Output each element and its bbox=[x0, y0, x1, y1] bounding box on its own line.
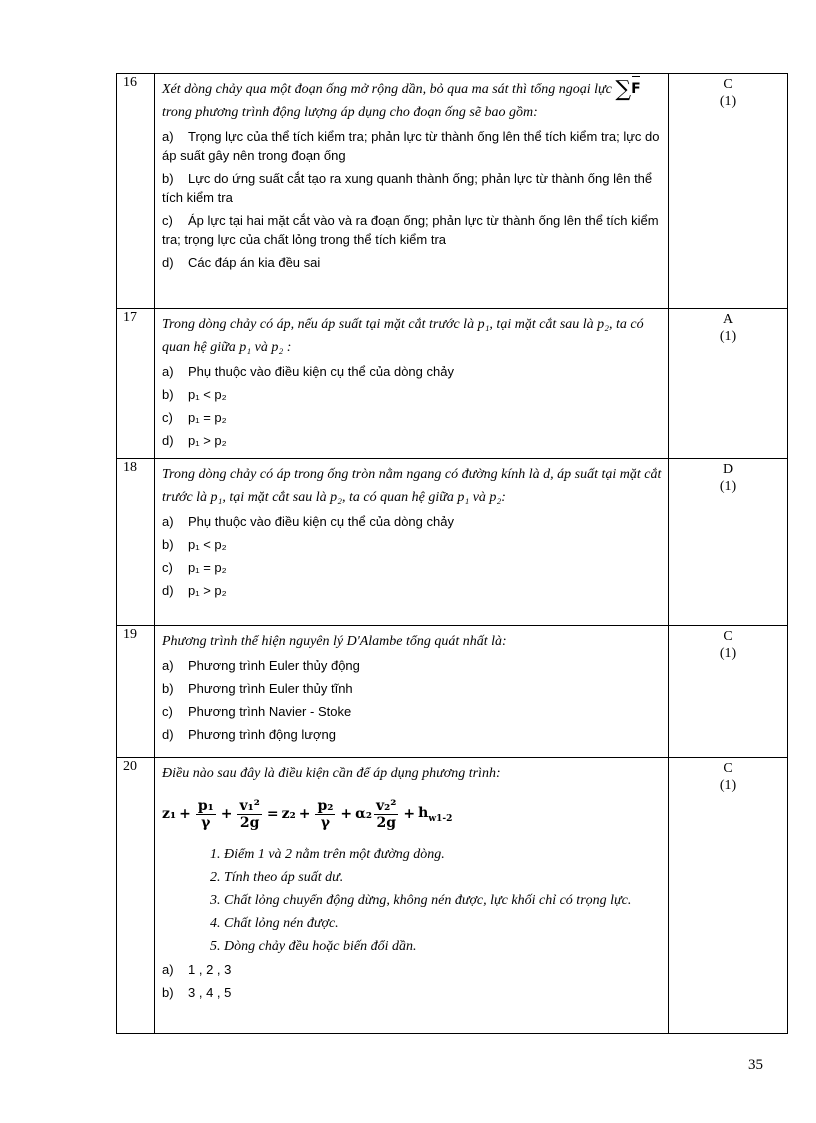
option-c bbox=[162, 211, 662, 249]
option-text: Các đáp án kia đều sai bbox=[188, 255, 321, 270]
question-row bbox=[117, 459, 788, 626]
option-label: b) bbox=[162, 681, 174, 696]
condition-item: 4. Chất lỏng nén được. bbox=[210, 916, 339, 931]
answer-points: (1) bbox=[719, 479, 737, 494]
option-label: c) bbox=[162, 704, 173, 719]
eq-subscript: w1-2 bbox=[428, 813, 453, 824]
option-text: Phương trình Euler thủy động bbox=[188, 658, 360, 673]
sum-symbol: ∑ bbox=[615, 77, 632, 102]
option-text: Áp lực tại hai mặt cắt vào và ra đoạn ống; phản lực từ thành ống lên thể tích kiểm tra; trọng lực của chất lỏng trong thể tích kiểm tra bbox=[162, 213, 659, 247]
question-stem: Điều nào sau đây là điều kiện cần để áp dụng phương trình: bbox=[162, 766, 501, 781]
option-text: Trọng lực của thể tích kiểm tra; phản lực từ thành ống lên thể tích kiểm tra; lực do áp suất gây nên trong đoạn ống bbox=[162, 129, 660, 163]
question-number: 17 bbox=[117, 309, 155, 459]
option-text: Phụ thuộc vào điều kiện cụ thể của dòng chảy bbox=[188, 514, 454, 529]
option-label: b) bbox=[162, 537, 174, 552]
question-stem: Trong dòng chảy có áp, nếu áp suất tại mặt cắt trước là p₁, tại mặt cắt sau là p₂, ta có quan hệ giữa p₁ và p₂ : bbox=[162, 317, 644, 355]
option-label: a) bbox=[162, 364, 174, 379]
option-text: Phương trình Euler thủy tĩnh bbox=[188, 681, 353, 696]
question-row bbox=[117, 626, 788, 758]
answer-letter: C bbox=[723, 629, 733, 644]
answer-cell bbox=[669, 758, 788, 1034]
option-text: p₁ = p₂ bbox=[188, 560, 227, 575]
option-text: 1 , 2 , 3 bbox=[188, 962, 232, 977]
answer-cell bbox=[669, 626, 788, 758]
condition-item: 1. Điểm 1 và 2 nằm trên một đường dòng. bbox=[210, 847, 445, 862]
eq-fraction bbox=[315, 798, 335, 831]
option-text: Lực do ứng suất cắt tạo ra xung quanh thành ống; phản lực từ thành ống lên thể tích kiểm tra bbox=[162, 171, 653, 205]
force-vector: F bbox=[631, 78, 641, 101]
option-text: p₁ > p₂ bbox=[188, 583, 227, 598]
eq-operator: + bbox=[298, 806, 311, 822]
eq-numerator: v₂² bbox=[376, 797, 397, 814]
condition-item: 2. Tính theo áp suất dư. bbox=[210, 870, 344, 885]
eq-numerator: p₂ bbox=[317, 797, 334, 814]
eq-fraction bbox=[374, 798, 398, 831]
option-label: c) bbox=[162, 410, 173, 425]
bernoulli-equation bbox=[162, 787, 662, 841]
question-content bbox=[155, 459, 669, 626]
eq-operator: + bbox=[179, 806, 191, 822]
option-a bbox=[162, 127, 662, 165]
answer-letter: D bbox=[722, 462, 734, 477]
eq-denominator: γ bbox=[320, 814, 331, 831]
option-a bbox=[162, 512, 662, 531]
page-number: 35 bbox=[748, 1057, 763, 1073]
condition-item: 5. Dòng chảy đều hoặc biến đổi dần. bbox=[210, 939, 417, 954]
question-stem bbox=[162, 78, 662, 124]
option-label: d) bbox=[162, 255, 174, 270]
option-d bbox=[162, 581, 662, 600]
eq-numerator: p₁ bbox=[197, 797, 214, 814]
option-text: Phụ thuộc vào điều kiện cụ thể của dòng chảy bbox=[188, 364, 454, 379]
question-number: 18 bbox=[117, 459, 155, 626]
option-label: c) bbox=[162, 560, 173, 575]
question-row bbox=[117, 309, 788, 459]
question-table bbox=[116, 73, 788, 1034]
option-c bbox=[162, 408, 662, 427]
option-b bbox=[162, 385, 662, 404]
eq-denominator: γ bbox=[201, 814, 211, 831]
answer-letter: C bbox=[723, 761, 733, 776]
eq-operator: + bbox=[340, 806, 353, 822]
condition-item: 3. Chất lỏng chuyển động dừng, không nén được, lực khối chỉ có trọng lực. bbox=[210, 893, 632, 908]
answer-points: (1) bbox=[719, 778, 737, 793]
option-text: p₁ = p₂ bbox=[188, 410, 227, 425]
answer-cell bbox=[669, 459, 788, 626]
option-label: a) bbox=[162, 514, 174, 529]
answer-points: (1) bbox=[719, 94, 737, 109]
option-text: p₁ < p₂ bbox=[188, 387, 227, 402]
option-d bbox=[162, 725, 662, 744]
answer-cell bbox=[669, 74, 788, 309]
question-stem: Trong dòng chảy có áp trong ống tròn nằm ngang có đường kính là d, áp suất tại mặt cắt trước là p₁, tại mặt cắt sau là p₂, ta có quan hệ giữa p₁ và p₂: bbox=[162, 467, 662, 505]
option-label: a) bbox=[162, 658, 174, 673]
eq-fraction bbox=[196, 798, 216, 831]
option-b bbox=[162, 983, 662, 1002]
stem-text: Xét dòng chảy qua một đoạn ống mở rộng dần, bỏ qua ma sát thì tổng ngoại lực bbox=[162, 82, 616, 97]
question-content bbox=[155, 758, 669, 1034]
option-b bbox=[162, 679, 662, 698]
answer-points: (1) bbox=[719, 329, 737, 344]
question-content bbox=[155, 626, 669, 758]
eq-head-loss: h bbox=[418, 804, 429, 821]
option-label: d) bbox=[162, 583, 174, 598]
question-number: 19 bbox=[117, 626, 155, 758]
eq-fraction bbox=[237, 798, 261, 831]
option-a bbox=[162, 656, 662, 675]
eq-term: z₁ bbox=[162, 806, 177, 822]
option-b bbox=[162, 535, 662, 554]
question-row bbox=[117, 74, 788, 309]
option-label: a) bbox=[162, 962, 174, 977]
option-a bbox=[162, 960, 662, 979]
option-b bbox=[162, 169, 662, 207]
option-text: p₁ < p₂ bbox=[188, 537, 227, 552]
option-label: d) bbox=[162, 727, 174, 742]
eq-term bbox=[418, 805, 452, 824]
question-content bbox=[155, 74, 669, 309]
option-label: b) bbox=[162, 985, 174, 1000]
option-text: p₁ > p₂ bbox=[188, 433, 227, 448]
option-c bbox=[162, 558, 662, 577]
option-label: a) bbox=[162, 129, 174, 144]
question-stem: Phương trình thể hiện nguyên lý D'Alambe tổng quát nhất là: bbox=[162, 634, 507, 649]
eq-operator: + bbox=[220, 806, 233, 822]
question-content bbox=[155, 309, 669, 459]
answer-points: (1) bbox=[719, 646, 737, 661]
option-d bbox=[162, 431, 662, 450]
answer-letter: A bbox=[722, 312, 734, 327]
eq-term: α₂ bbox=[355, 806, 373, 822]
option-label: c) bbox=[162, 213, 173, 228]
option-c bbox=[162, 702, 662, 721]
question-row bbox=[117, 758, 788, 1034]
option-text: Phương trình động lượng bbox=[188, 727, 336, 742]
answer-letter: C bbox=[723, 77, 733, 92]
option-a bbox=[162, 362, 662, 381]
question-number: 20 bbox=[117, 758, 155, 1034]
eq-operator: + bbox=[403, 806, 416, 822]
option-label: b) bbox=[162, 171, 174, 186]
question-number: 16 bbox=[117, 74, 155, 309]
eq-denominator: 2g bbox=[239, 814, 260, 831]
answer-cell bbox=[669, 309, 788, 459]
eq-denominator: 2g bbox=[376, 814, 396, 831]
option-label: b) bbox=[162, 387, 174, 402]
stem-text: trong phương trình động lượng áp dụng cho đoạn ống sẽ bao gồm: bbox=[162, 105, 538, 120]
option-label: d) bbox=[162, 433, 174, 448]
option-d bbox=[162, 253, 662, 272]
eq-term: z₂ bbox=[281, 806, 296, 822]
option-text: 3 , 4 , 5 bbox=[188, 985, 232, 1000]
option-text: Phương trình Navier - Stoke bbox=[188, 704, 352, 719]
eq-operator: = bbox=[266, 806, 279, 822]
eq-numerator: v₁² bbox=[239, 797, 260, 814]
